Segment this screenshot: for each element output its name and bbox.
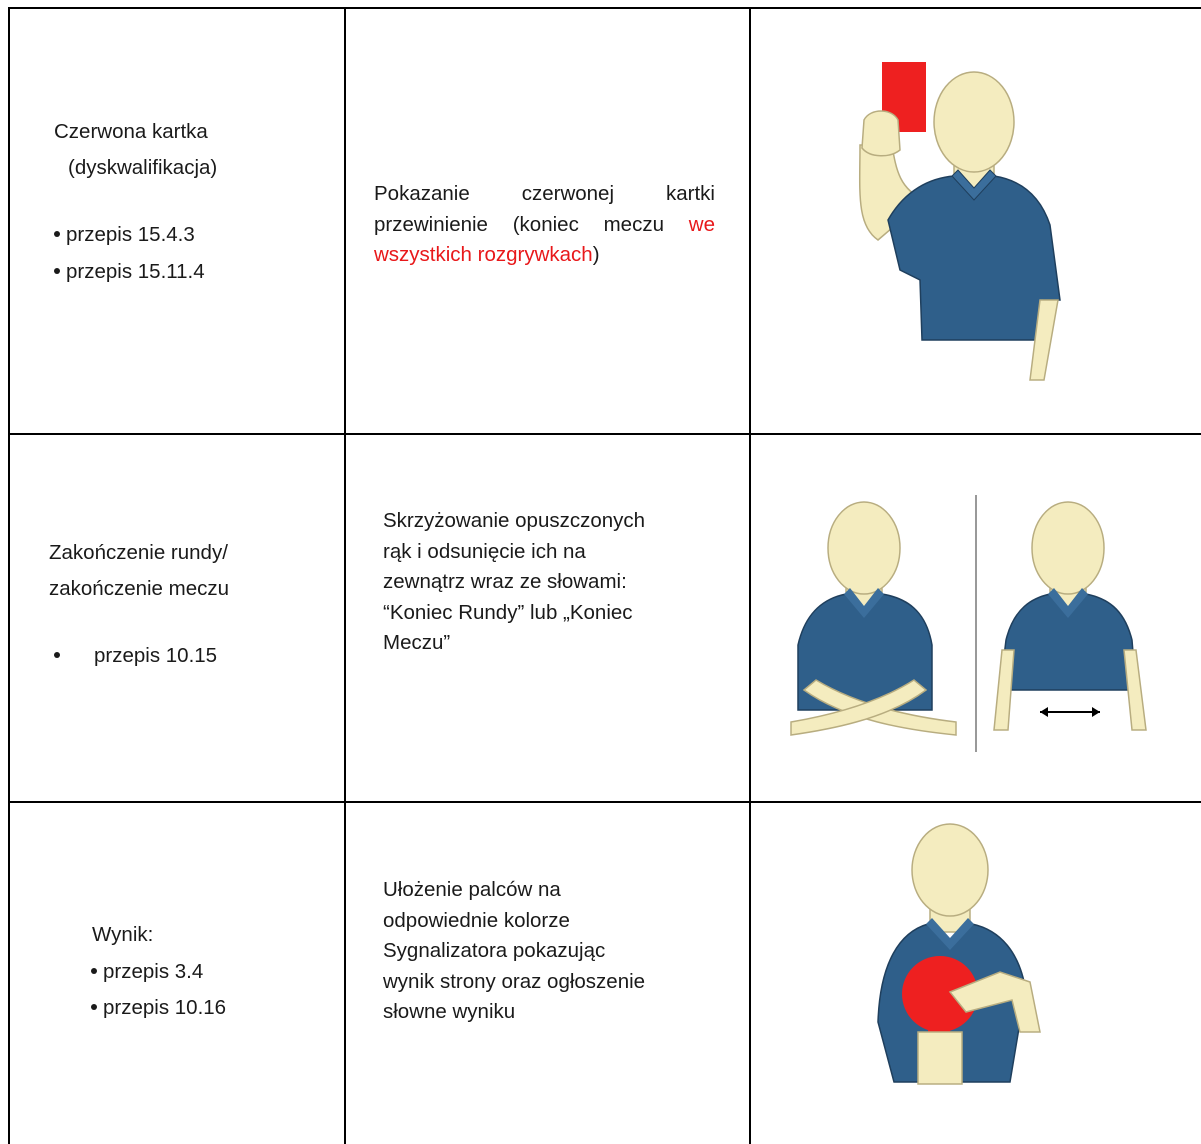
- bullet-icon: [54, 268, 60, 274]
- column-divider-2: [749, 7, 751, 1144]
- row3-rule-2: przepis 10.16: [91, 993, 226, 1024]
- row-divider-1: [8, 433, 1201, 435]
- row1-rule-1: przepis 15.4.3: [54, 220, 195, 251]
- table-border-left: [8, 7, 10, 1144]
- row1-signal-name: Czerwona kartka: [54, 120, 208, 143]
- row1-signal-subname: (dyskwalifikacja): [68, 156, 218, 179]
- row1-description-highlight: we wszystkich rozgrywkach: [374, 212, 715, 266]
- bullet-icon: [54, 652, 60, 658]
- row2-description: Skrzyżowanie opuszczonych rąk i odsunięcie ich na zewnątrz wraz ze słowami: “Koniec Rundy” lub „Koniec Meczu”: [383, 509, 646, 654]
- row-divider-2: [8, 801, 1201, 803]
- bullet-icon: [91, 1004, 97, 1010]
- table-border-top: [8, 7, 1201, 9]
- row2-signal-name-line2: zakończenie meczu: [49, 577, 230, 600]
- end-of-round-referee-illustration: [786, 490, 1200, 755]
- row3-description: Ułożenie palców na odpowiednie kolorze Sygnalizatora pokazując wynik strony oraz ogłoszenie słowne wyniku: [383, 878, 646, 1023]
- bullet-icon: [91, 968, 97, 974]
- row2-signal-name-line1: Zakończenie rundy/: [49, 541, 228, 564]
- column-divider-1: [344, 7, 346, 1144]
- row2-rule-1: przepis 10.15: [54, 641, 217, 672]
- bullet-icon: [54, 231, 60, 237]
- score-referee-illustration: [870, 822, 1060, 1122]
- row1-rule-2: przepis 15.11.4: [54, 257, 205, 288]
- row3-signal-name: Wynik:: [92, 923, 154, 946]
- red-card-referee-illustration: [830, 50, 1090, 400]
- row1-description: Pokazanie czerwonej kartki przewinienie (koniec meczu we wszystkich rozgrywkach): [374, 182, 715, 266]
- row3-rule-1: przepis 3.4: [91, 957, 203, 988]
